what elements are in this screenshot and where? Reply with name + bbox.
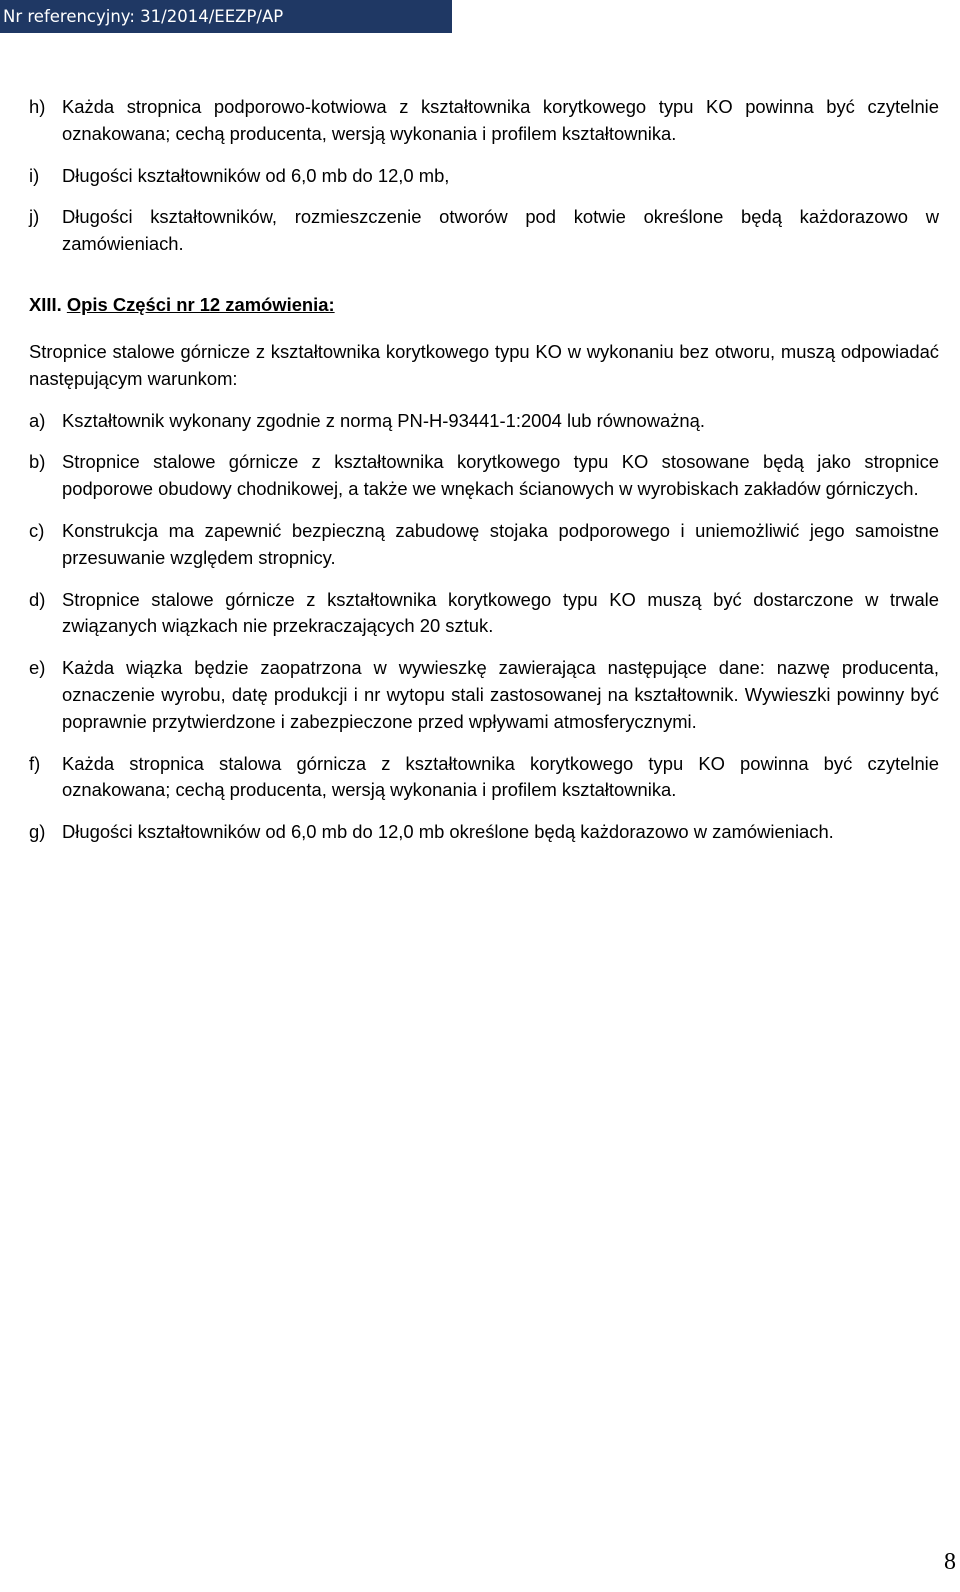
list-item-label: b) bbox=[29, 451, 46, 473]
list-item-text: Długości kształtowników od 6,0 mb do 12,0 mb określone będą każdorazowo w zamówieniach. bbox=[62, 821, 834, 843]
list-item-text: Długości kształtowników od 6,0 mb do 12,0 mb, bbox=[62, 164, 450, 186]
list-item-text: Stropnice stalowe górnicze z kształtownika korytkowego typu KO muszą być dostarczone w trwale związanych wiązkach nie przekraczających 20 sztuk. bbox=[62, 588, 939, 637]
list-item-text: Długości kształtowników, rozmieszczenie otworów pod kotwie określone będą każdorazowo w zamówieniach. bbox=[62, 206, 939, 255]
section-heading bbox=[29, 292, 939, 319]
page-number: 8 bbox=[944, 1549, 956, 1575]
list-item-text: Kształtownik wykonany zgodnie z normą PN-H-93441-1:2004 lub równoważną. bbox=[62, 409, 705, 431]
list-item-label: c) bbox=[29, 519, 45, 541]
list-item-label: i) bbox=[29, 164, 40, 186]
list-item-g bbox=[29, 819, 939, 846]
list-item-i bbox=[29, 163, 939, 190]
list-item-f bbox=[29, 751, 939, 805]
list-item-c bbox=[29, 518, 939, 572]
list-item-b bbox=[29, 449, 939, 503]
list-item-text: Stropnice stalowe górnicze z kształtownika korytkowego typu KO stosowane będą jako stropnice podporowe obudowy chodnikowej, a także we wnękach ścianowych w wyrobiskach zakładów górniczych. bbox=[62, 451, 939, 500]
list-item-label: e) bbox=[29, 657, 46, 679]
list-item-label: a) bbox=[29, 409, 46, 431]
section-intro: Stropnice stalowe górnicze z kształtownika korytkowego typu KO w wykonaniu bez otworu, muszą odpowiadać następującym warunkom: bbox=[29, 340, 939, 389]
list-item-h bbox=[29, 94, 939, 148]
list-item-label: d) bbox=[29, 588, 46, 610]
list-item-text: Konstrukcja ma zapewnić bezpieczną zabudowę stojaka podporowego i uniemożliwić jego samoistne przesuwanie względem stropnicy. bbox=[62, 519, 939, 568]
list-item-label: g) bbox=[29, 821, 46, 843]
list-item-j bbox=[29, 204, 939, 258]
list-item-text: Każda stropnica podporowo-kotwiowa z kształtownika korytkowego typu KO powinna być czytelnie oznakowana; cechą producenta, wersją wykonania i profilem kształtownika. bbox=[62, 96, 939, 144]
document-body bbox=[29, 94, 939, 846]
list-item-label: h) bbox=[29, 96, 46, 117]
reference-number: Nr referencyjny: 31/2014/EEZP/AP bbox=[3, 7, 284, 26]
list-item-a bbox=[29, 408, 939, 435]
document-reference-header bbox=[0, 0, 452, 33]
list-item-text: Każda stropnica stalowa górnicza z kształtownika korytkowego typu KO powinna być czytelnie oznakowana; cechą producenta, wersją wykonania i profilem kształtownika. bbox=[62, 752, 939, 801]
list-item-label: j) bbox=[29, 206, 40, 228]
section-number: XIII. bbox=[29, 293, 62, 315]
list-item-d bbox=[29, 587, 939, 641]
section-title: Opis Części nr 12 zamówienia: bbox=[66, 293, 335, 315]
list-item-label: f) bbox=[29, 752, 41, 774]
list-item-e bbox=[29, 655, 939, 735]
list-item-text: Każda wiązka będzie zaopatrzona w wywieszkę zawierająca następujące dane: nazwę producenta, oznaczenie wyrobu, datę produkcji i nr wytopu stali zastosowanej na kształtownik. Wywieszki powinny być poprawnie przytwierdzone i zabezpieczone przed wpływami atmosferycznymi. bbox=[62, 657, 939, 732]
